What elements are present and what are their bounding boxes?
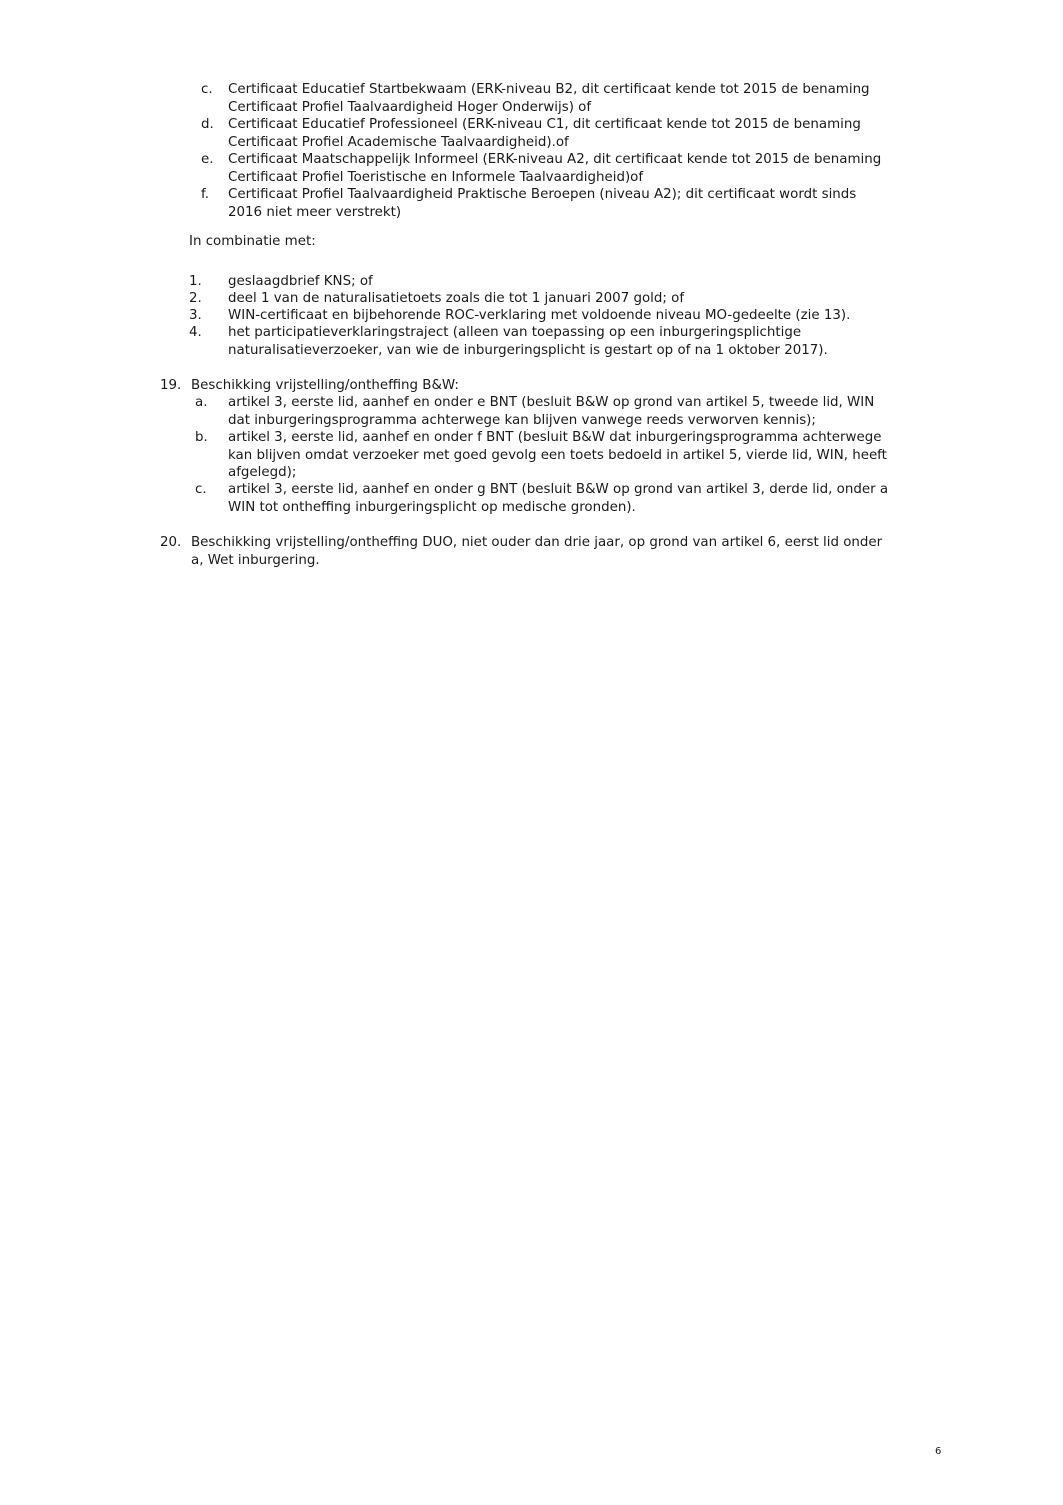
list-item-e: [201, 151, 941, 186]
section-19-heading: [160, 377, 950, 395]
list-item-text: [228, 81, 941, 116]
section-text: [191, 534, 882, 569]
list-marker: c.: [195, 482, 207, 497]
text-line: kan blijven omdat verzoeker met goed gevolg een toets bedoeld in artikel 5, vierde lid, WIN, heeft: [228, 447, 887, 463]
combination-intro: In combinatie met:: [189, 234, 316, 249]
list-item-d: [201, 116, 941, 151]
page-number: 6: [935, 1446, 942, 1457]
text-line: Certificaat Profiel Academische Taalvaardigheid).of: [228, 134, 569, 150]
list-item-text: [228, 394, 947, 429]
list-marker: 3.: [189, 308, 202, 323]
text-line: geslaagdbrief KNS; of: [228, 274, 373, 289]
list-item-c: [201, 81, 941, 116]
list-marker: 2.: [189, 291, 202, 306]
list-item-text: [228, 481, 947, 516]
section-title: Beschikking vrijstelling/ontheffing B&W:: [191, 378, 459, 393]
section-19-item-b: [195, 429, 947, 482]
numbered-item-1: [189, 273, 941, 291]
text-line: het participatieverklaringstraject (alleen van toepassing op een inburgeringsplichtige: [228, 325, 802, 340]
text-line: Certificaat Educatief Startbekwaam (ERK-niveau B2, dit certificaat kende tot 2015 de benaming: [228, 82, 870, 97]
section-19-item-a: [195, 394, 947, 429]
list-item-text: [228, 324, 941, 359]
section-number: 20.: [160, 535, 182, 550]
list-marker: b.: [195, 430, 208, 445]
text-line: Certificaat Maatschappelijk Informeel (ERK-niveau A2, dit certificaat kende tot 2015 de benaming: [228, 152, 882, 167]
section-19-item-c: [195, 481, 947, 516]
text-line: afgelegd);: [228, 465, 297, 480]
numbered-item-2: [189, 290, 941, 308]
text-line: WIN tot ontheffing inburgeringsplicht op medische gronden).: [228, 499, 636, 515]
list-item-text: [228, 116, 941, 151]
text-line: a, Wet inburgering.: [191, 552, 320, 568]
numbered-item-3: [189, 307, 941, 325]
list-item-text: [228, 151, 941, 186]
section-20: [160, 534, 950, 569]
text-line: Certificaat Profiel Taalvaardigheid Hoger Onderwijs) of: [228, 99, 592, 115]
text-line: artikel 3, eerste lid, aanhef en onder g BNT (besluit B&W op grond van artikel 3, derde lid, onder a: [228, 482, 889, 497]
list-marker: 1.: [189, 274, 202, 289]
list-item-text: [228, 186, 941, 221]
text-line: Certificaat Educatief Professioneel (ERK-niveau C1, dit certificaat kende tot 2015 de benaming: [228, 117, 861, 132]
text-line: WIN-certificaat en bijbehorende ROC-verklaring met voldoende niveau MO-gedeelte (zie 13).: [228, 308, 851, 323]
numbered-item-4: [189, 324, 941, 359]
list-item-text: [228, 429, 947, 482]
list-marker: 4.: [189, 325, 202, 340]
text-line: 2016 niet meer verstrekt): [228, 204, 402, 220]
text-line: Beschikking vrijstelling/ontheffing DUO, niet ouder dan drie jaar, op grond van artikel 6, eerst lid onder: [191, 535, 883, 550]
text-line: Certificaat Profiel Taalvaardigheid Praktische Beroepen (niveau A2); dit certificaat wordt sinds: [228, 187, 857, 202]
list-marker: d.: [201, 117, 214, 132]
list-marker: e.: [201, 152, 214, 167]
text-line: artikel 3, eerste lid, aanhef en onder f BNT (besluit B&W dat inburgeringsprogramma achterwege: [228, 430, 882, 445]
text-line: dat inburgeringsprogramma achterwege kan blijven vanwege reeds verworven kennis);: [228, 412, 816, 428]
list-item-f: [201, 186, 941, 221]
text-line: naturalisatieverzoeker, van wie de inburgeringsplicht is gestart op of na 1 oktober 2017).: [228, 342, 828, 358]
text-line: deel 1 van de naturalisatietoets zoals die tot 1 januari 2007 gold; of: [228, 291, 685, 306]
text-line: artikel 3, eerste lid, aanhef en onder e BNT (besluit B&W op grond van artikel 5, tweede lid, WIN: [228, 395, 875, 410]
text-line: Certificaat Profiel Toeristische en Informele Taalvaardigheid)of: [228, 169, 644, 185]
list-marker: c.: [201, 82, 213, 97]
list-marker: f.: [201, 187, 209, 202]
list-marker: a.: [195, 395, 208, 410]
section-number: 19.: [160, 378, 182, 393]
